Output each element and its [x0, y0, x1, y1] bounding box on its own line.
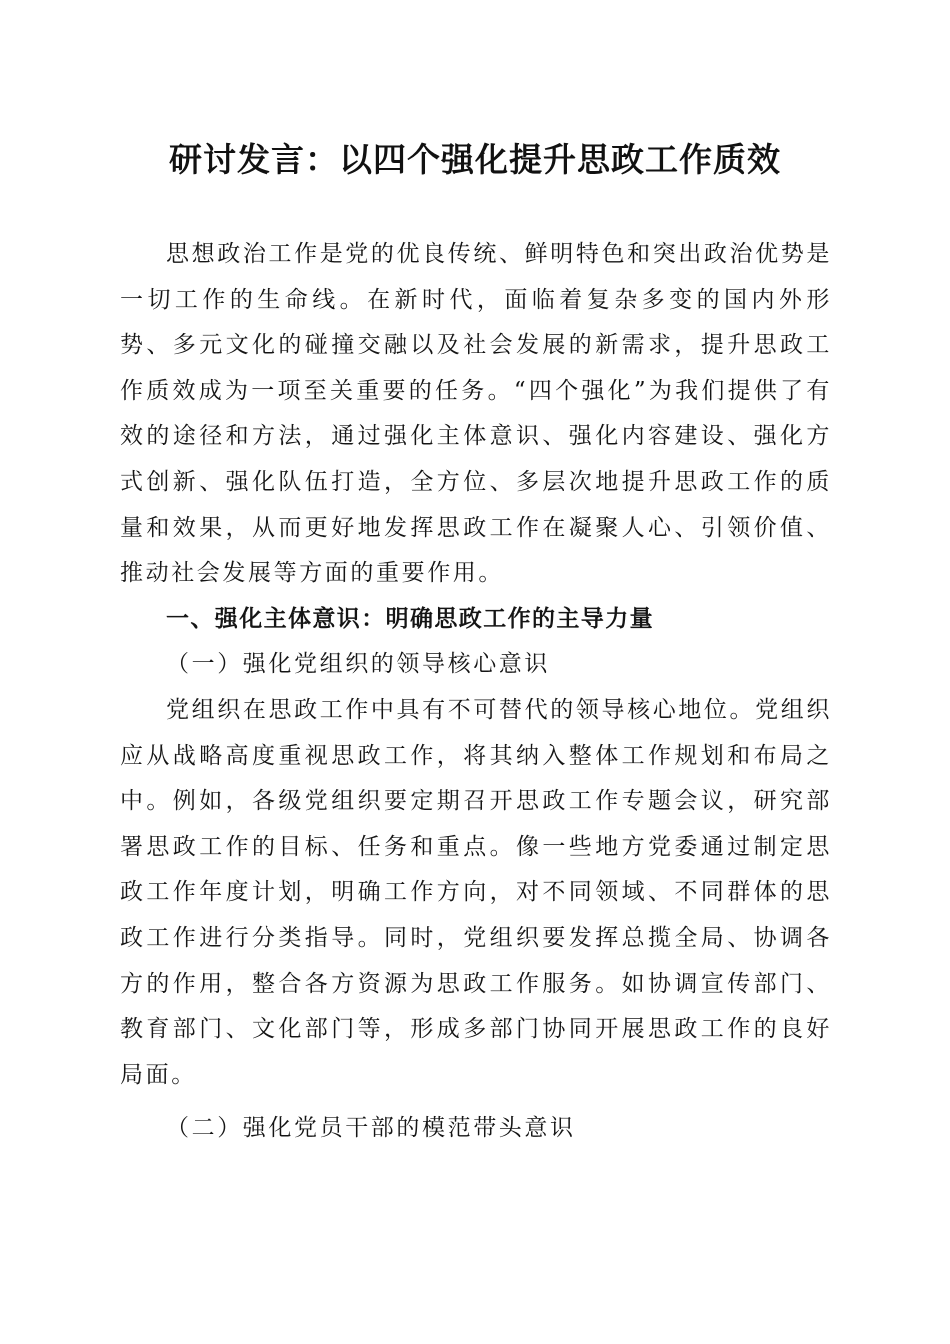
subsection-heading-1: （一）强化党组织的领导核心意识	[166, 651, 550, 678]
subsection-1-paragraph: 党组织在思政工作中具有不可替代的领导核心地位。党组织应从战略高度重视思政工作，将其纳入整体工作规划和布局之中。例如，各级党组织要定期召开思政工作专题会议，研究部署思政工作的目标、任务和重点。像一些地方党委通过制定思政工作年度计划，明确工作方向，对不同领域、不同群体的思政工作进行分类指导。同时，党组织要发挥总揽全局、协调各方的作用，整合各方资源为思政工作服务。如协调宣传部门、教育部门、文化部门等，形成多部门协同开展思政工作的良好局面。	[120, 696, 832, 1088]
intro-paragraph: 思想政治工作是党的优良传统、鲜明特色和突出政治优势是一切工作的生命线。在新时代，面临着复杂多变的国内外形势、多元文化的碰撞交融以及社会发展的新需求，提升思政工作质效成为一项至关重要的任务。“四个强化”为我们提供了有效的途径和方法，通过强化主体意识、强化内容建设、强化方式创新、强化队伍打造，全方位、多层次地提升思政工作的质量和效果，从而更好地发挥思政工作在凝聚人心、引领价值、推动社会发展等方面的重要作用。	[120, 241, 832, 587]
subsection-heading-2: （二）强化党员干部的模范带头意识	[166, 1115, 576, 1142]
document-title: 研讨发言：以四个强化提升思政工作质效	[169, 140, 781, 179]
section-heading-1: 一、强化主体意识：明确思政工作的主导力量	[166, 605, 654, 632]
document-body	[120, 232, 832, 1152]
